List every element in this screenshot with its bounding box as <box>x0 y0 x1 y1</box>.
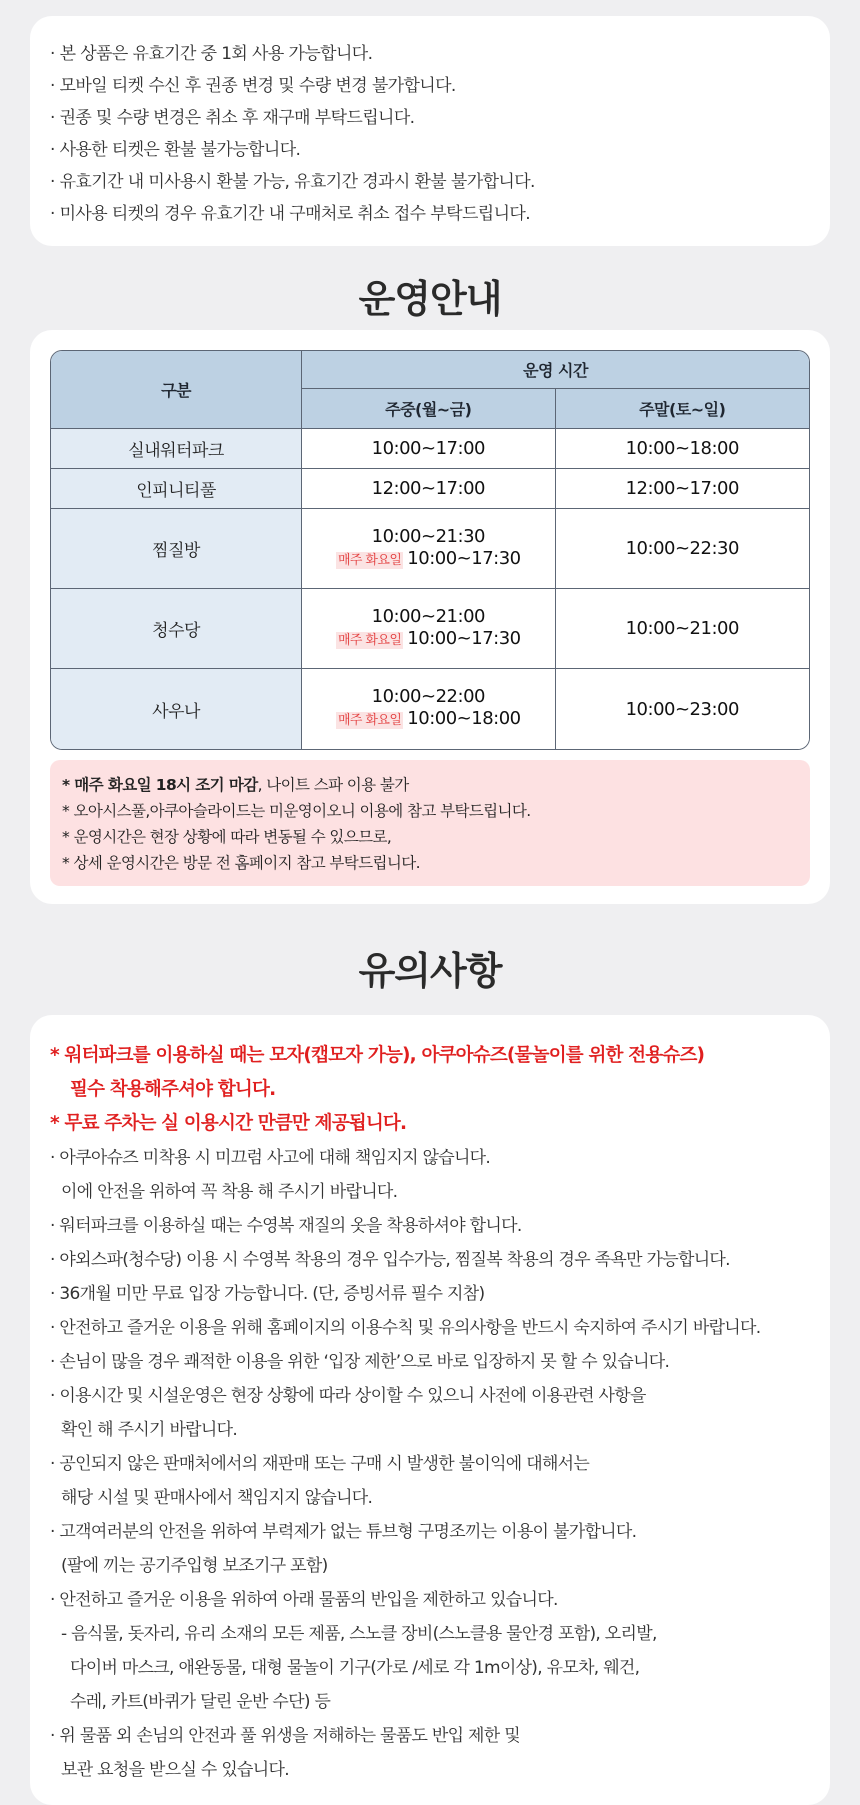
weekday-hours: 10:00~22:00 <box>371 686 485 707</box>
warning-line: * 워터파크를 이용하실 때는 모자(캡모자 가능), 아쿠아슈즈(물놀이를 위한 전용슈즈) <box>50 1045 705 1066</box>
table-row <box>51 669 809 749</box>
terms-line: · 권종 및 수량 변경은 취소 후 재구매 부탁드립니다. <box>50 108 415 128</box>
header-category: 구분 <box>51 351 302 429</box>
weekend-hours: 10:00~22:30 <box>556 509 809 589</box>
header-weekday: 주중(월~금) <box>302 389 555 429</box>
weekday-hours-cell <box>302 669 555 749</box>
facility-name: 사우나 <box>51 669 302 749</box>
notice-line: 해당 시설 및 판매사에서 책임지지 않습니다. <box>61 1488 373 1508</box>
header-hours: 운영 시간 <box>302 351 809 389</box>
tuesday-hours-line <box>302 628 554 652</box>
notice-line: · 위 물품 외 손님의 안전과 풀 위생을 저해하는 물품도 반입 제한 및 <box>50 1726 520 1746</box>
weekday-hours: 10:00~17:00 <box>302 429 555 469</box>
notice-line: 확인 해 주시기 바랍니다. <box>61 1420 238 1440</box>
weekend-hours: 10:00~23:00 <box>556 669 809 749</box>
notice-card <box>30 1015 830 1805</box>
operations-title: 운영안내 <box>358 277 502 321</box>
weekday-hours-cell <box>302 509 555 589</box>
notice-line: · 안전하고 즐거운 이용을 위해 홈페이지의 이용수칙 및 유의사항을 반드시 숙지하여 주시기 바랍니다. <box>50 1318 761 1338</box>
note-line: * 상세 운영시간은 방문 전 홈페이지 참고 부탁드립니다. <box>62 854 420 872</box>
facility-name: 인피니티풀 <box>51 469 302 509</box>
terms-line: · 사용한 티켓은 환불 불가능합니다. <box>50 140 301 160</box>
notice-line: 보관 요청을 받으실 수 있습니다. <box>61 1760 289 1780</box>
notice-line: · 공인되지 않은 판매처에서의 재판매 또는 구매 시 발생한 불이익에 대해서는 <box>50 1454 590 1474</box>
tuesday-hours-line <box>302 548 554 572</box>
notice-line: 다이버 마스크, 애완동물, 대형 물놀이 기구(가로 /세로 각 1m이상), 유모차, 웨건, <box>70 1658 640 1678</box>
notice-line: · 손님이 많을 경우 쾌적한 이용을 위한 ‘입장 제한’으로 바로 입장하지 못 할 수 있습니다. <box>50 1352 670 1372</box>
note-line: * 오아시스풀,아쿠아슬라이드는 미운영이오니 이용에 참고 부탁드립니다. <box>62 802 531 820</box>
tuesday-hours: 10:00~17:30 <box>407 627 521 649</box>
warning-line: * 무료 주차는 실 이용시간 만큼만 제공됩니다. <box>50 1113 407 1134</box>
weekday-hours: 12:00~17:00 <box>302 469 555 509</box>
weekend-hours: 12:00~17:00 <box>556 469 809 509</box>
notice-title: 유의사항 <box>358 949 502 993</box>
notice-line: - 음식물, 돗자리, 유리 소재의 모든 제품, 스노클 장비(스노클용 물안경 포함), 오리발, <box>61 1624 657 1644</box>
terms-line: · 유효기간 내 미사용시 환불 가능, 유효기간 경과시 환불 불가합니다. <box>50 172 535 192</box>
facility-name: 실내워터파크 <box>51 429 302 469</box>
notice-line: · 워터파크를 이용하실 때는 수영복 재질의 옷을 착용하셔야 합니다. <box>50 1216 522 1236</box>
tuesday-hours: 10:00~18:00 <box>407 708 521 729</box>
terms-line: · 본 상품은 유효기간 중 1회 사용 가능합니다. <box>50 44 373 64</box>
weekday-hours-cell <box>302 589 555 669</box>
notice-line: 수레, 카트(바퀴가 달린 운반 수단) 등 <box>70 1692 331 1712</box>
tuesday-badge: 매주 화요일 <box>337 713 402 728</box>
weekday-hours: 10:00~21:30 <box>371 525 485 547</box>
table-row <box>51 589 809 669</box>
facility-name: 찜질방 <box>51 509 302 589</box>
warning-line: 필수 착용해주셔야 합니다. <box>70 1079 276 1100</box>
terms-line: · 모바일 티켓 수신 후 권종 변경 및 수량 변경 불가합니다. <box>50 76 456 96</box>
notice-line: · 야외스파(청수당) 이용 시 수영복 착용의 경우 입수가능, 찜질복 착용의 경우 족욕만 가능합니다. <box>50 1250 730 1270</box>
notice-line: · 36개월 미만 무료 입장 가능합니다. (단, 증빙서류 필수 지참) <box>50 1284 485 1304</box>
tuesday-badge: 매주 화요일 <box>337 632 402 648</box>
notice-line: (팔에 끼는 공기주입형 보조기구 포함) <box>61 1556 328 1576</box>
facility-name: 청수당 <box>51 589 302 669</box>
notice-line: · 이용시간 및 시설운영은 현장 상황에 따라 상이할 수 있으니 사전에 이용관련 사항을 <box>50 1386 646 1406</box>
weekday-hours: 10:00~21:00 <box>371 605 485 627</box>
ticket-terms-card <box>30 16 830 246</box>
table-row <box>51 509 809 589</box>
note-line: * 운영시간은 현장 상황에 따라 변동될 수 있으므로, <box>62 828 392 846</box>
operating-hours-table <box>50 350 810 750</box>
tuesday-hours-line <box>302 708 554 732</box>
header-weekend: 주말(토~일) <box>556 389 809 429</box>
tuesday-badge: 매주 화요일 <box>337 552 402 568</box>
notice-line: · 아쿠아슈즈 미착용 시 미끄럼 사고에 대해 책임지지 않습니다. <box>50 1148 491 1168</box>
table-row <box>51 469 809 509</box>
operations-notes <box>50 760 810 886</box>
note-line <box>62 772 798 798</box>
notice-line: 이에 안전을 위하여 꼭 착용 해 주시기 바랍니다. <box>61 1182 398 1202</box>
note-text: , 나이트 스파 이용 불가 <box>257 776 409 794</box>
notice-line: · 고객여러분의 안전을 위하여 부력제가 없는 튜브형 구명조끼는 이용이 불가합니다. <box>50 1522 637 1542</box>
table-row <box>51 429 809 469</box>
weekend-hours: 10:00~18:00 <box>556 429 809 469</box>
notice-line: · 안전하고 즐거운 이용을 위하여 아래 물품의 반입을 제한하고 있습니다. <box>50 1590 558 1610</box>
tuesday-hours: 10:00~17:30 <box>407 547 521 569</box>
note-emphasis: * 매주 화요일 18시 조기 마감 <box>62 776 258 794</box>
weekend-hours: 10:00~21:00 <box>556 589 809 669</box>
terms-line: · 미사용 티켓의 경우 유효기간 내 구매처로 취소 접수 부탁드립니다. <box>50 204 531 224</box>
operations-card <box>30 330 830 904</box>
